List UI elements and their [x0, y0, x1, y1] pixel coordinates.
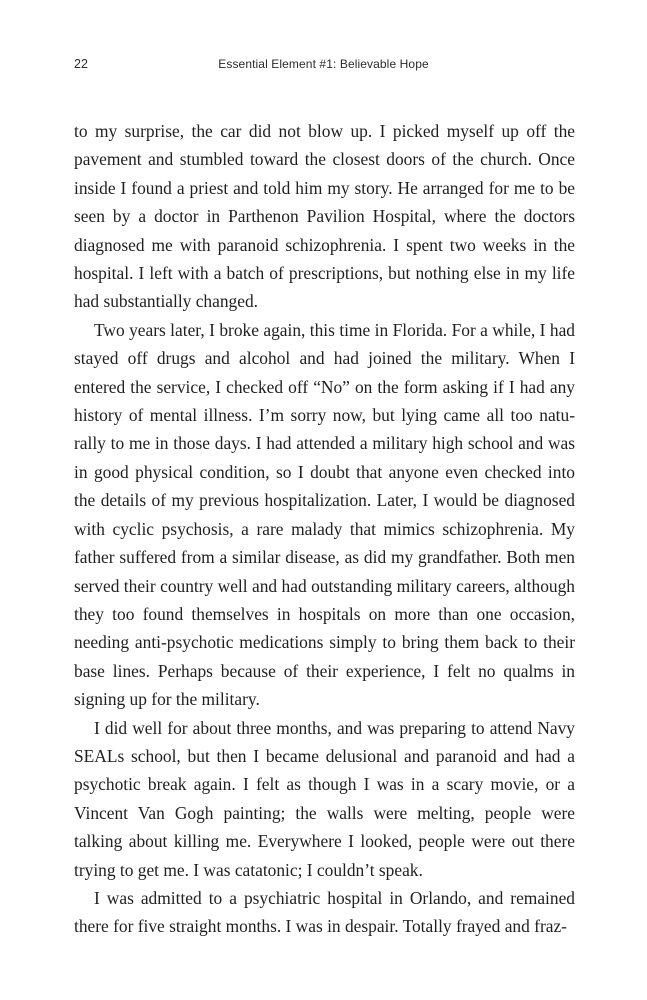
running-head [74, 57, 573, 77]
paragraph: I was admitted to a psychiatric hospital in Orlando, and remained there for five straight months. I was in despair. Totally frayed and fraz- [74, 887, 575, 937]
page-number: 22 [74, 57, 88, 71]
body-text [74, 117, 575, 941]
paragraph-continued: to my surprise, the car did not blow up. I picked myself up off the pavement and stumbled toward the closest doors of the church. Once inside I found a priest and told him my story. He arranged for me to be seen by a doctor in Parthenon Pavilion Hospital, where the doctors diagnosed me with paranoid schizophrenia. I spent two weeks in the hospital. I left with a batch of prescriptions, but nothing else in my life had substantially changed. [74, 121, 575, 312]
paragraph: Two years later, I broke again, this time in Florida. For a while, I had stayed off drugs and alcohol and had joined the military. When I entered the service, I checked off “No” on the form asking if I had any history of mental illness. I’m sorry now, but lying came all too naturally to me in those days. I had attended a military high school and was in good physical condition, so I doubt that anyone even checked into the details of my previous hospitalization. Later, I would be diagnosed with cyclic psychosis, a rare malady that mimics schizophrenia. My father suffered from a similar disease, as did my grandfather. Both men served their country well and had outstanding military careers, although they too found themselves in hospitals on more than one occasion, needing anti-psychotic medications simply to bring them back to their base lines. Perhaps because of their experience, I felt no qualms in signing up for the military. [74, 319, 575, 710]
paragraph: I did well for about three months, and was preparing to attend Navy SEALs school, but then I became delusional and paranoid and had a psychotic break again. I felt as though I was in a scary movie, or a Vincent Van Gogh painting; the walls were melting, people were talking about killing me. Everywhere I looked, people were out there trying to get me. I was catatonic; I couldn’t speak. [74, 717, 575, 880]
chapter-title: Essential Element #1: Believable Hope [218, 57, 429, 71]
